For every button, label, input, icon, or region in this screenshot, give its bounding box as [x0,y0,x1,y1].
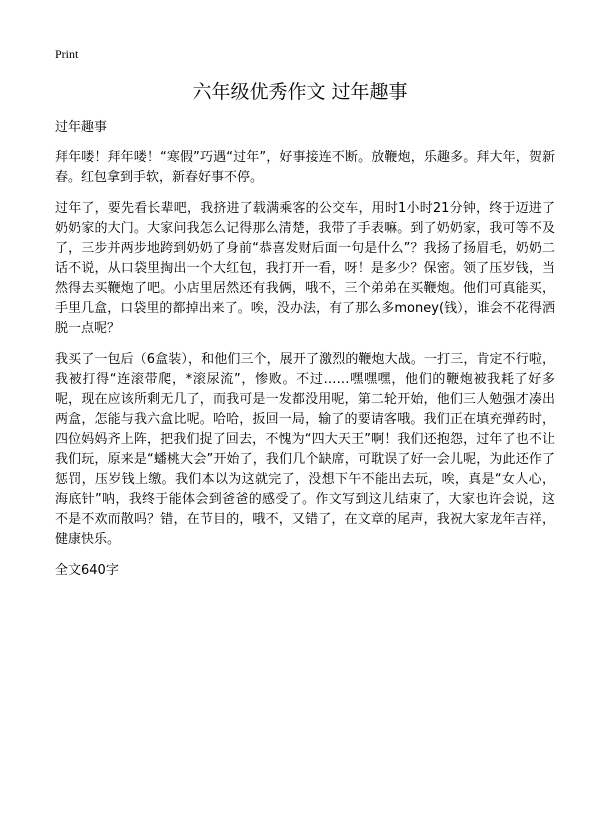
page-title: 六年级优秀作文 过年趣事 [192,81,408,103]
word-count: 全文640字 [55,563,119,578]
article-body [55,118,555,581]
paragraph-1: 拜年喽！拜年喽！“寒假”巧遇“过年”，好事接连不断。放鞭炮，乐趣多。拜大年，贺新春。红包拿到手软，新春好事不停。 [55,150,555,185]
paragraph-2: 过年了，要先看长辈吧，我挤进了载满乘客的公交车，用时1小时21分钟，终于迈进了奶奶家的大门。大家问我怎么记得那么清楚，我带了手表嘛。到了奶奶家，我可等不及了，三步并两步地跨到奶奶了身前“恭喜发财后面一句是什么”？我扬了扬眉毛，奶奶二话不说，从口袋里掏出一个大红包，我打开一看，呀！是多少？保密。领了压岁钱，当然得去买鞭炮了吧。小店里居然还有我俩，哦不，三个弟弟在买鞭炮。他们可真能买，手里几盒，口袋里的都掉出来了。唉，没办法，有了那么多money(钱），谁会不花得洒脱一点呢？ [55,201,555,336]
paragraph-3: 我买了一包后（6盒装），和他们三个，展开了激烈的鞭炮大战。一打三，肯定不行啦，我被打得“连滚带爬，*滚尿流”，惨败。不过……嘿嘿嘿，他们的鞭炮被我耗了好多呢，现在应该所剩无几了，而我可是一发都没用呢，第二轮开始，他们三人勉强才凑出两盒，怎能与我六盒比呢。哈哈，扳回一局，输了的要请客哦。我们正在填充弹药时，四位妈妈齐上阵，把我们捉了回去，不愧为“四大天王”啊！我们还抱怨，过年了也不让我们玩，原来是“蟠桃大会”开始了，我们几个缺席，可耽误了好一会儿呢，为此还作了惩罚，压岁钱上缴。我们本以为这就完了，没想下午不能出去玩，唉，真是“女人心，海底针”呐，我终于能体会到爸爸的感受了。作文写到这儿结束了，大家也许会说，这不是不欢而散吗？错，在节目的，哦不，又错了，在文章的尾声，我祝大家龙年吉祥，健康快乐。 [55,352,555,547]
article-subtitle: 过年趣事 [55,120,108,135]
print-link[interactable]: Print [55,47,79,61]
